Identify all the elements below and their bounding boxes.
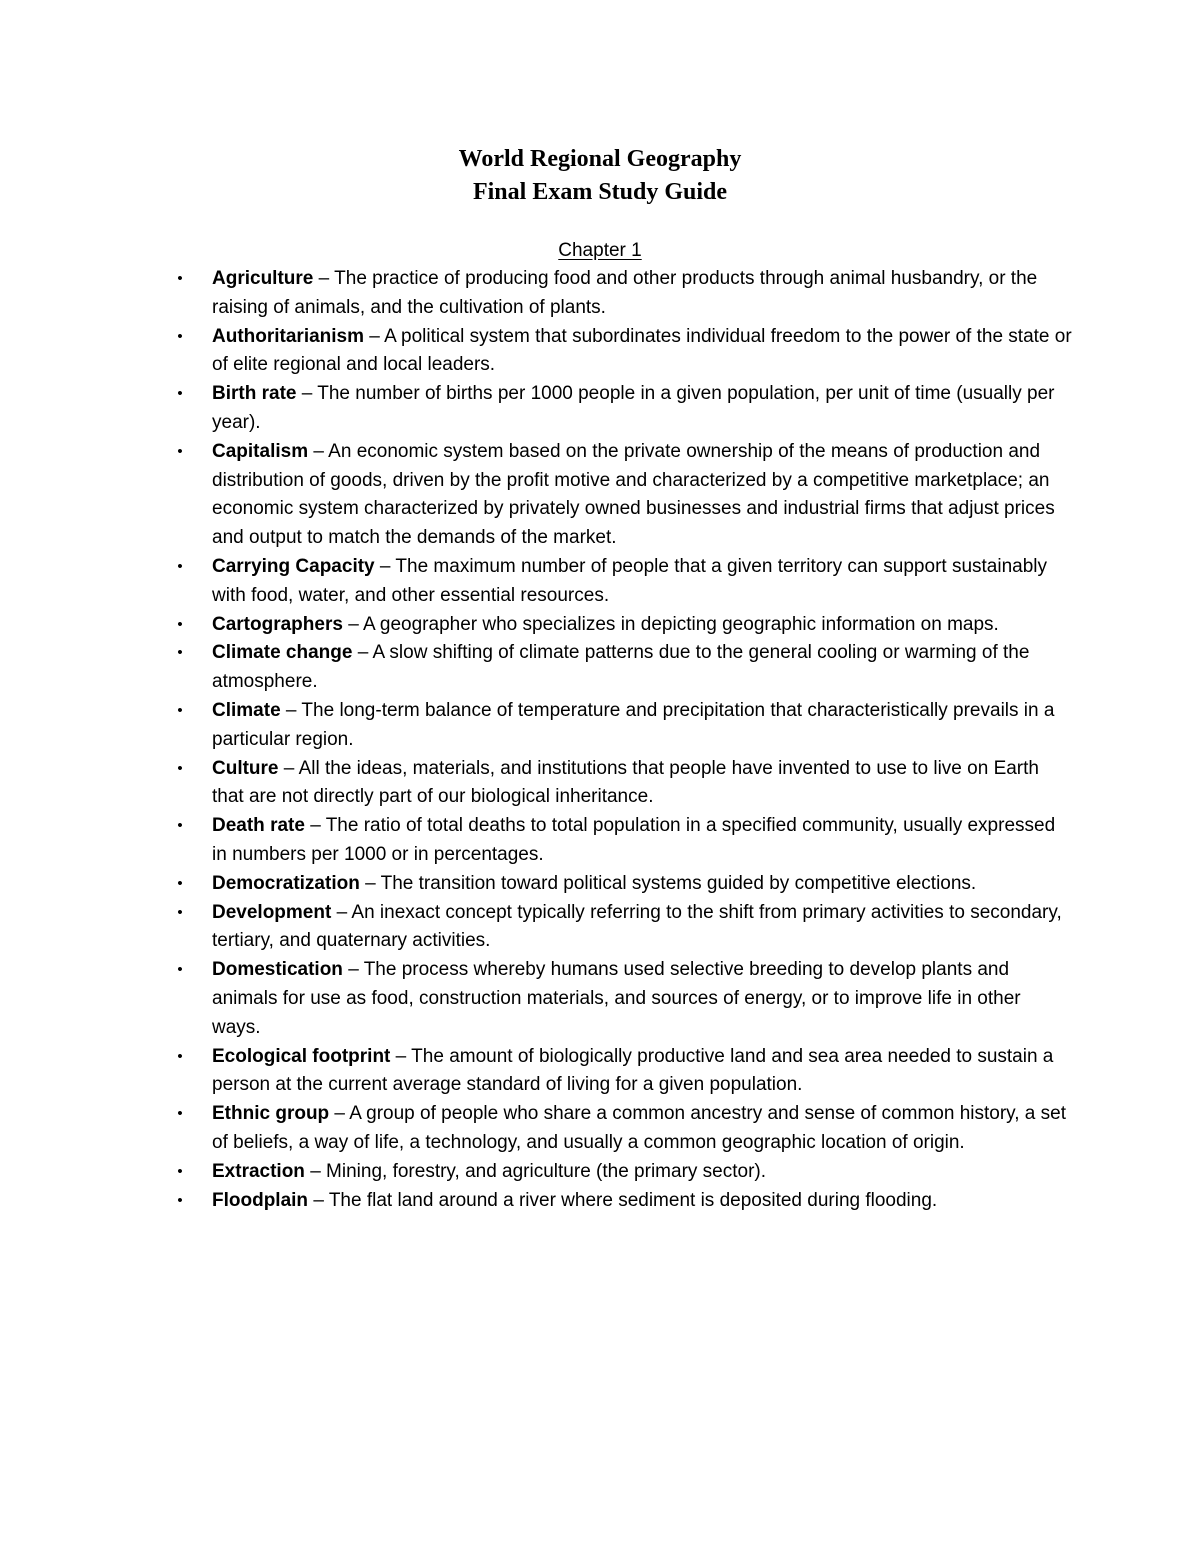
glossary-definition: The process whereby humans used selective breeding to develop plants and animals for use as food, construction materials, and sources of energy, or to improve life in other ways. <box>212 959 1021 1038</box>
term-separator: – <box>359 872 381 894</box>
term-separator: – <box>304 1160 327 1182</box>
title-line-course: World Regional Geography <box>458 146 742 172</box>
bullet-icon: • <box>177 557 183 575</box>
glossary-item <box>177 812 1072 870</box>
glossary-definition: An inexact concept typically referring to the shift from primary activities to secondary, tertiary, and quaternary activities. <box>212 901 1062 952</box>
bullet-icon: • <box>177 759 183 777</box>
glossary-item <box>177 553 1072 611</box>
glossary-term: Agriculture <box>212 268 314 289</box>
glossary-definition: The long-term balance of temperature and precipitation that characteristically prevails in a particular region. <box>212 699 1055 750</box>
bullet-icon: • <box>177 644 183 662</box>
bullet-icon: • <box>177 615 183 633</box>
glossary-term: Floodplain <box>212 1189 309 1211</box>
glossary-definition: Mining, forestry, and agriculture (the primary sector). <box>326 1160 767 1182</box>
term-separator: – <box>296 383 318 405</box>
glossary-definition: All the ideas, materials, and institutions that people have invented to use to live on Earth that are not directly part of our biological inheritance. <box>212 757 1039 808</box>
glossary-term: Capitalism <box>212 440 309 462</box>
bullet-icon: • <box>177 270 183 287</box>
term-separator: – <box>329 1103 350 1125</box>
term-separator: – <box>342 613 363 635</box>
glossary-item <box>177 265 1072 323</box>
glossary-item <box>177 870 1072 899</box>
term-separator: – <box>331 901 352 923</box>
glossary-term: Democratization <box>212 872 360 894</box>
glossary-item <box>177 755 1072 813</box>
glossary-list <box>177 265 1072 1215</box>
chapter-heading <box>0 237 1200 265</box>
glossary-item <box>177 380 1072 438</box>
glossary-item <box>177 1187 1072 1216</box>
glossary-item <box>177 1100 1072 1158</box>
bullet-icon: • <box>177 1162 183 1180</box>
glossary-term: Development <box>212 901 332 923</box>
bullet-icon: • <box>177 1047 183 1065</box>
bullet-icon: • <box>177 1191 183 1209</box>
bullet-icon: • <box>177 327 183 345</box>
term-separator: – <box>390 1045 412 1067</box>
glossary-term: Cartographers <box>212 613 343 635</box>
glossary-term: Culture <box>212 757 279 779</box>
glossary-item <box>177 438 1072 553</box>
term-separator: – <box>304 815 326 837</box>
glossary-term: Birth rate <box>212 383 297 405</box>
term-separator: – <box>280 699 302 721</box>
glossary-term: Extraction <box>212 1160 305 1182</box>
glossary-definition: A group of people who share a common ancestry and sense of common history, a set of beliefs, a way of life, a technology, and usually a common geographic location of origin. <box>212 1103 1066 1153</box>
glossary-definition: A geographer who specializes in depicting geographic information on maps. <box>363 613 999 635</box>
bullet-icon: • <box>177 961 183 979</box>
bullet-icon: • <box>177 874 183 892</box>
glossary-definition: The number of births per 1000 people in a given population, per unit of time (usually per year). <box>212 383 1055 433</box>
term-separator: – <box>364 325 385 347</box>
bullet-icon: • <box>177 442 183 460</box>
glossary-item <box>177 323 1072 381</box>
glossary-definition: A slow shifting of climate patterns due to the general cooling or warming of the atmosphere. <box>212 642 1030 693</box>
glossary-definition: The amount of biologically productive land and sea area needed to sustain a person at the current average standard of living for a given population. <box>212 1045 1054 1096</box>
bullet-icon: • <box>177 1105 183 1123</box>
glossary-item <box>177 956 1072 1042</box>
bullet-icon: • <box>177 385 183 403</box>
glossary-term: Climate change <box>212 642 353 664</box>
glossary-item <box>177 1043 1072 1101</box>
glossary-term: Ethnic group <box>212 1103 330 1125</box>
glossary-term: Carrying Capacity <box>212 555 375 577</box>
glossary-term: Domestication <box>212 959 343 981</box>
glossary-definition: The maximum number of people that a given territory can support sustainably with food, water, and other essential resources. <box>212 555 1048 606</box>
glossary-term: Death rate <box>212 815 305 837</box>
term-separator: – <box>278 757 299 779</box>
glossary-item <box>177 639 1072 697</box>
glossary-term: Authoritarianism <box>212 325 365 347</box>
title-line-guide: Final Exam Study Guide <box>472 179 728 205</box>
glossary-definition: A political system that subordinates individual freedom to the power of the state or of elite regional and local leaders. <box>212 325 1072 376</box>
glossary-definition: The transition toward political systems guided by competitive elections. <box>380 872 977 894</box>
term-separator: – <box>352 642 373 664</box>
term-separator: – <box>313 268 335 289</box>
bullet-icon: • <box>177 817 183 835</box>
glossary-term: Climate <box>212 699 281 721</box>
glossary-definition: The ratio of total deaths to total population in a specified community, usually expressed in numbers per 1000 or in percentages. <box>212 815 1056 865</box>
chapter-heading-text: Chapter 1 <box>558 240 642 261</box>
term-separator: – <box>374 555 396 577</box>
term-separator: – <box>308 1189 329 1211</box>
glossary-definition: The flat land around a river where sediment is deposited during flooding. <box>328 1189 938 1211</box>
glossary-item <box>177 899 1072 957</box>
glossary-definition: An economic system based on the private ownership of the means of production and distribution of goods, driven by the profit motive and characterized by a competitive marketplace; an economic system characterized by privately owned businesses and industrial firms that adjust prices and output to match the demands of the market. <box>212 440 1055 549</box>
glossary-item <box>177 697 1072 755</box>
document-title <box>0 143 1200 209</box>
glossary-definition: The practice of producing food and other products through animal husbandry, or the raising of animals, and the cultivation of plants. <box>212 268 1038 318</box>
glossary-item <box>177 1158 1072 1187</box>
term-separator: – <box>342 959 364 981</box>
term-separator: – <box>308 440 329 462</box>
glossary-item <box>177 611 1072 640</box>
glossary-term: Ecological footprint <box>212 1045 391 1067</box>
bullet-icon: • <box>177 701 183 719</box>
bullet-icon: • <box>177 903 183 921</box>
